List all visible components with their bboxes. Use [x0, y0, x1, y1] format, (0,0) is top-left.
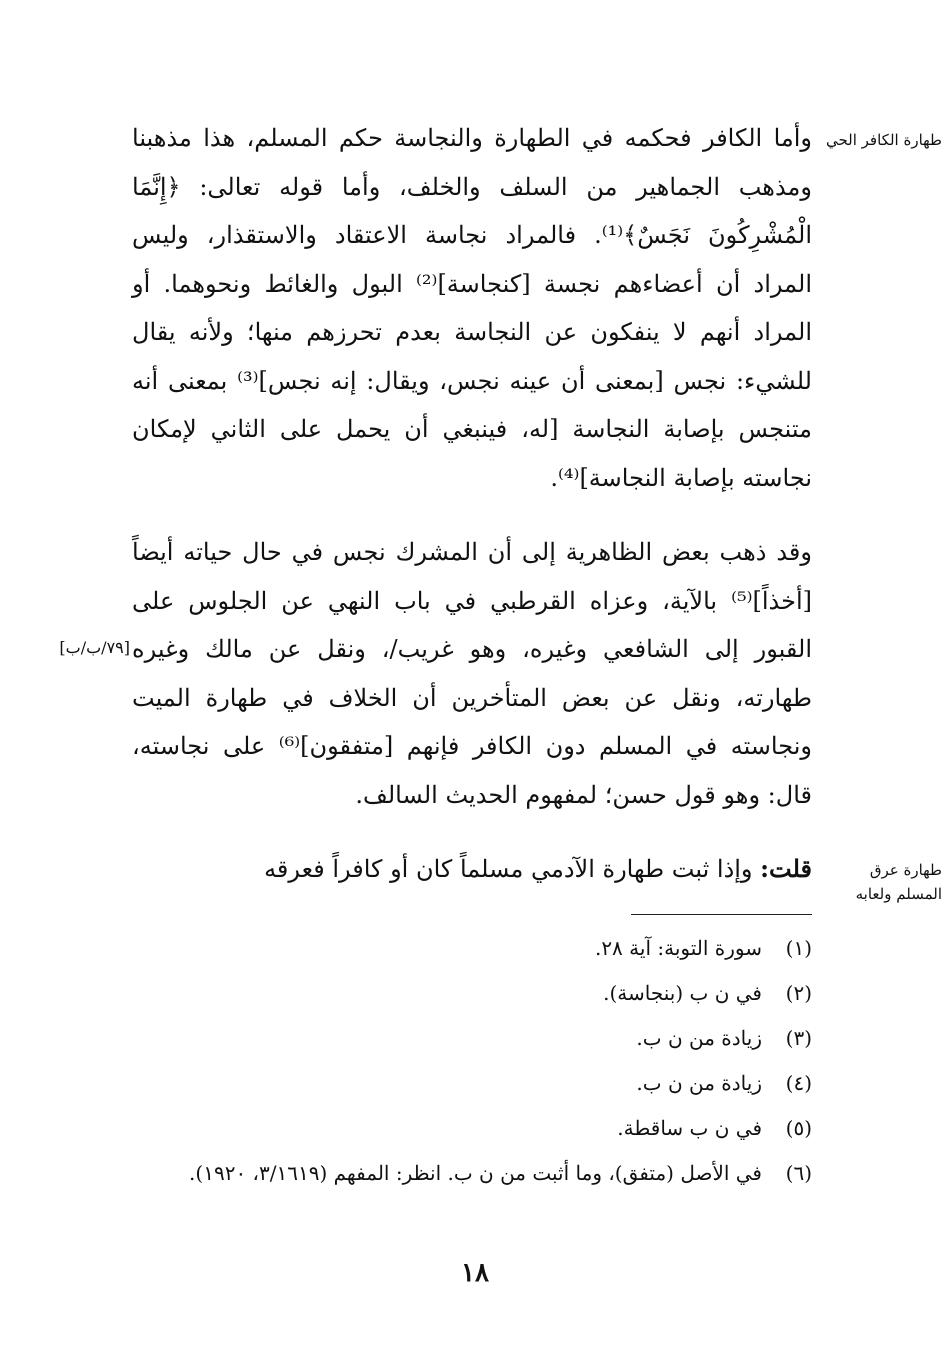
footnote-number: (٦) [785, 1161, 812, 1185]
paragraph-3-lead: قلت: [760, 854, 812, 883]
footnote-item [140, 1151, 812, 1196]
footnote-number: (٢) [785, 981, 812, 1005]
footnote-number: (٣) [785, 1026, 812, 1050]
footnote-text: في ن ب (بنجاسة). [603, 981, 762, 1005]
paragraph-3 [132, 845, 812, 894]
footnote-number: (٥) [785, 1116, 812, 1140]
page-number: ١٨ [461, 1258, 489, 1288]
folio-marker: [٧٩/ب/ب] [59, 638, 130, 657]
footnote-item [140, 1016, 812, 1061]
footnote-item [140, 1106, 812, 1151]
paragraph-1: وأما الكافر فحكمه في الطهارة والنجاسة حكم المسلم، هذا مذهبنا ومذهب الجماهير من السلف والخلف، وأما قوله تعالى: ﴿إِنَّمَا الْمُشْرِكُونَ نَجَسٌ﴾⁽¹⁾. فالمراد نجاسة الاعتقاد والاستقذار، وليس المراد أن أعضاءهم نجسة [كنجاسة]⁽²⁾ البول والغائط ونحوهما. أو المراد أنهم لا ينفكون عن النجاسة بعدم تحرزهم منها؛ ولأنه يقال للشيء: نجس [بمعنى أن عينه نجس، ويقال: إنه نجس]⁽³⁾ بمعنى أنه متنجس بإصابة النجاسة [له، فينبغي أن يحمل على الثاني لإمكان نجاسته بإصابة النجاسة]⁽⁴⁾. [132, 124, 812, 492]
footnote-item [140, 1061, 812, 1106]
margin-note-sweat-purity: طهارة عرق المسلم ولعابه [855, 861, 942, 903]
footnotes-list [140, 926, 812, 1196]
footnote-text: في ن ب ساقطة. [617, 1116, 762, 1140]
paragraph-3-text: وإذا ثبت طهارة الآدمي مسلماً كان أو كافراً فعرقه [264, 855, 753, 883]
footnote-number: (٤) [785, 1071, 812, 1095]
footnote-number: (١) [785, 936, 812, 960]
paragraph-2: وقد ذهب بعض الظاهرية إلى أن المشرك نجس في حال حياته أيضاً [أخذاً]⁽⁵⁾ بالآية، وعزاه القرطبي في باب النهي عن الجلوس على القبور إلى الشافعي وغيره، وهو غريب/، ونقل عن مالك وغيره طهارته، ونقل عن بعض المتأخرين أن الخلاف في طهارة الميت ونجاسته في المسلم دون الكافر فإنهم [متفقون]⁽⁶⁾ على نجاسته، قال: وهو قول حسن؛ لمفهوم الحديث السالف. [132, 538, 813, 809]
footnote-text: سورة التوبة: آية ٢٨. [594, 936, 762, 960]
footnote-text: زيادة من ن ب. [636, 1071, 762, 1095]
footnote-item [140, 971, 812, 1016]
footnote-item [140, 926, 812, 971]
footnote-text: في الأصل (متفق)، وما أثبت من ن ب. انظر: المفهم (٣/١٦١٩، ١٩٢٠). [189, 1161, 762, 1185]
footnote-separator [631, 914, 812, 915]
margin-note-kafir-purity: طهارة الكافر الحي [825, 131, 942, 149]
footnote-text: زيادة من ن ب. [636, 1026, 762, 1050]
